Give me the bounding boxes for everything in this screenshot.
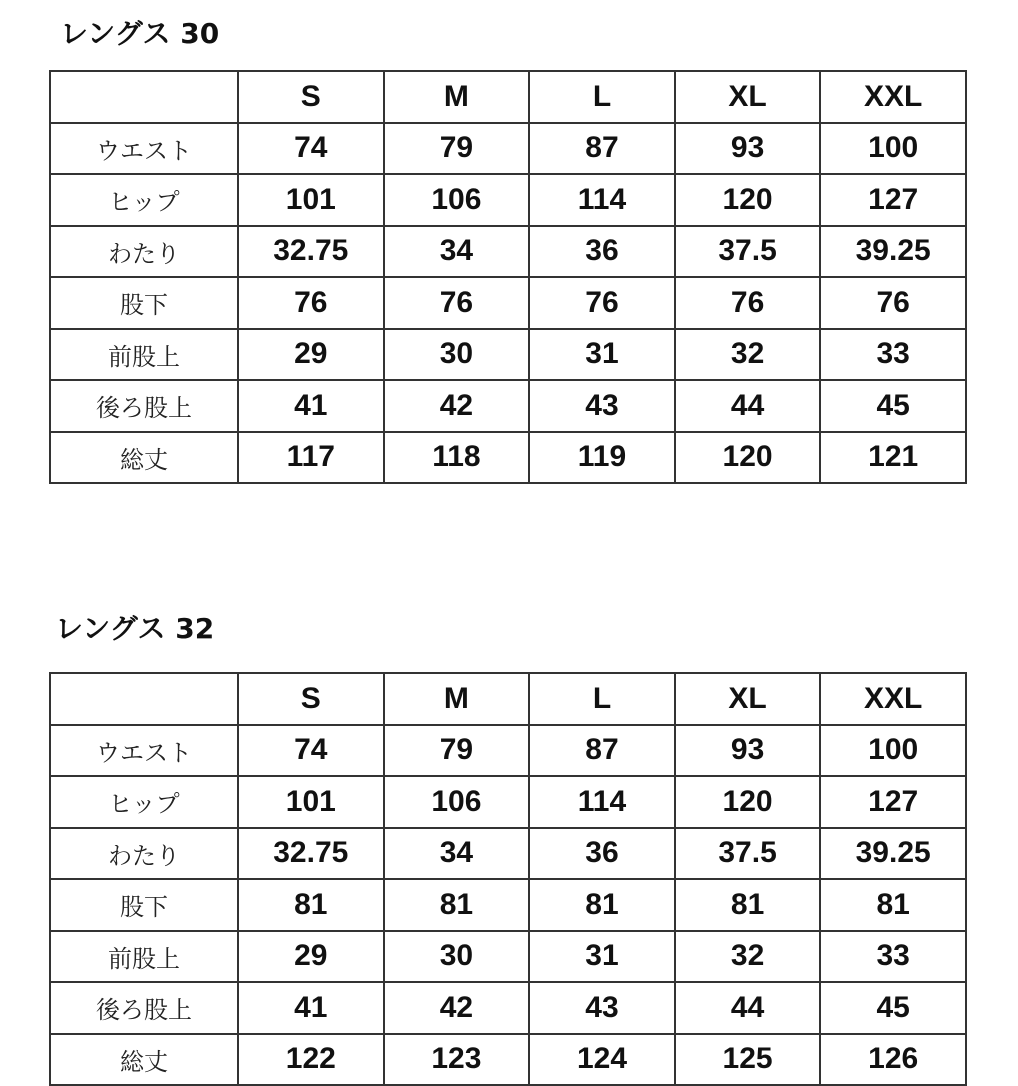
- table-row: [50, 931, 966, 983]
- cell-value: 81: [529, 879, 675, 931]
- table-row: [50, 1034, 966, 1086]
- cell-value: 120: [675, 776, 821, 828]
- cell-value: 74: [238, 123, 384, 175]
- cell-value: 114: [529, 776, 675, 828]
- cell-value: 41: [238, 380, 384, 432]
- header-corner-cell: [50, 71, 238, 123]
- cell-value: 81: [384, 879, 530, 931]
- cell-value: 32.75: [238, 226, 384, 278]
- cell-value: 30: [384, 931, 530, 983]
- row-label: ウエスト: [50, 725, 238, 777]
- cell-value: 117: [238, 432, 384, 484]
- cell-value: 76: [675, 277, 821, 329]
- table-row: [50, 277, 966, 329]
- cell-value: 43: [529, 380, 675, 432]
- cell-value: 45: [820, 982, 966, 1034]
- cell-value: 79: [384, 123, 530, 175]
- size-header: XL: [675, 673, 821, 725]
- size-header: M: [384, 71, 530, 123]
- cell-value: 87: [529, 123, 675, 175]
- cell-value: 123: [384, 1034, 530, 1086]
- cell-value: 33: [820, 931, 966, 983]
- table-header-row: [50, 71, 966, 123]
- table-title-length-32: レングス 32: [55, 612, 215, 645]
- cell-value: 93: [675, 123, 821, 175]
- table-row: [50, 380, 966, 432]
- table-row: [50, 828, 966, 880]
- row-label: ヒップ: [50, 174, 238, 226]
- table-row: [50, 982, 966, 1034]
- cell-value: 31: [529, 329, 675, 381]
- table-row: [50, 432, 966, 484]
- row-label: ウエスト: [50, 123, 238, 175]
- cell-value: 41: [238, 982, 384, 1034]
- size-header: XXL: [820, 673, 966, 725]
- row-label: わたり: [50, 828, 238, 880]
- cell-value: 120: [675, 174, 821, 226]
- cell-value: 127: [820, 174, 966, 226]
- cell-value: 81: [675, 879, 821, 931]
- row-label: 前股上: [50, 931, 238, 983]
- cell-value: 100: [820, 123, 966, 175]
- size-header: L: [529, 71, 675, 123]
- row-label: 股下: [50, 879, 238, 931]
- cell-value: 36: [529, 828, 675, 880]
- cell-value: 44: [675, 380, 821, 432]
- table-header-row: [50, 673, 966, 725]
- cell-value: 93: [675, 725, 821, 777]
- cell-value: 32.75: [238, 828, 384, 880]
- table-title-length-30: レングス 30: [60, 17, 220, 50]
- cell-value: 76: [384, 277, 530, 329]
- size-header: S: [238, 673, 384, 725]
- cell-value: 101: [238, 174, 384, 226]
- cell-value: 32: [675, 329, 821, 381]
- cell-value: 37.5: [675, 828, 821, 880]
- size-header: S: [238, 71, 384, 123]
- cell-value: 106: [384, 776, 530, 828]
- cell-value: 42: [384, 982, 530, 1034]
- cell-value: 31: [529, 931, 675, 983]
- table-row: [50, 776, 966, 828]
- table-row: [50, 174, 966, 226]
- table-row: [50, 329, 966, 381]
- row-label: 後ろ股上: [50, 982, 238, 1034]
- table-row: [50, 226, 966, 278]
- cell-value: 126: [820, 1034, 966, 1086]
- cell-value: 125: [675, 1034, 821, 1086]
- cell-value: 114: [529, 174, 675, 226]
- size-table-length-30: [49, 70, 967, 484]
- table-row: [50, 123, 966, 175]
- cell-value: 36: [529, 226, 675, 278]
- row-label: 総丈: [50, 1034, 238, 1086]
- cell-value: 101: [238, 776, 384, 828]
- cell-value: 87: [529, 725, 675, 777]
- cell-value: 100: [820, 725, 966, 777]
- cell-value: 34: [384, 226, 530, 278]
- cell-value: 76: [238, 277, 384, 329]
- row-label: わたり: [50, 226, 238, 278]
- size-header: M: [384, 673, 530, 725]
- table-row: [50, 725, 966, 777]
- cell-value: 120: [675, 432, 821, 484]
- size-header: XXL: [820, 71, 966, 123]
- cell-value: 81: [820, 879, 966, 931]
- cell-value: 43: [529, 982, 675, 1034]
- table-row: [50, 879, 966, 931]
- cell-value: 81: [238, 879, 384, 931]
- cell-value: 42: [384, 380, 530, 432]
- size-header: L: [529, 673, 675, 725]
- cell-value: 32: [675, 931, 821, 983]
- cell-value: 34: [384, 828, 530, 880]
- cell-value: 45: [820, 380, 966, 432]
- cell-value: 79: [384, 725, 530, 777]
- cell-value: 39.25: [820, 226, 966, 278]
- row-label: 前股上: [50, 329, 238, 381]
- cell-value: 39.25: [820, 828, 966, 880]
- size-header: XL: [675, 71, 821, 123]
- cell-value: 127: [820, 776, 966, 828]
- row-label: 股下: [50, 277, 238, 329]
- cell-value: 124: [529, 1034, 675, 1086]
- cell-value: 76: [820, 277, 966, 329]
- cell-value: 121: [820, 432, 966, 484]
- row-label: ヒップ: [50, 776, 238, 828]
- header-corner-cell: [50, 673, 238, 725]
- cell-value: 76: [529, 277, 675, 329]
- size-table-length-32: [49, 672, 967, 1086]
- cell-value: 118: [384, 432, 530, 484]
- cell-value: 37.5: [675, 226, 821, 278]
- row-label: 総丈: [50, 432, 238, 484]
- cell-value: 29: [238, 931, 384, 983]
- cell-value: 74: [238, 725, 384, 777]
- row-label: 後ろ股上: [50, 380, 238, 432]
- cell-value: 29: [238, 329, 384, 381]
- cell-value: 122: [238, 1034, 384, 1086]
- cell-value: 30: [384, 329, 530, 381]
- cell-value: 106: [384, 174, 530, 226]
- cell-value: 33: [820, 329, 966, 381]
- cell-value: 44: [675, 982, 821, 1034]
- cell-value: 119: [529, 432, 675, 484]
